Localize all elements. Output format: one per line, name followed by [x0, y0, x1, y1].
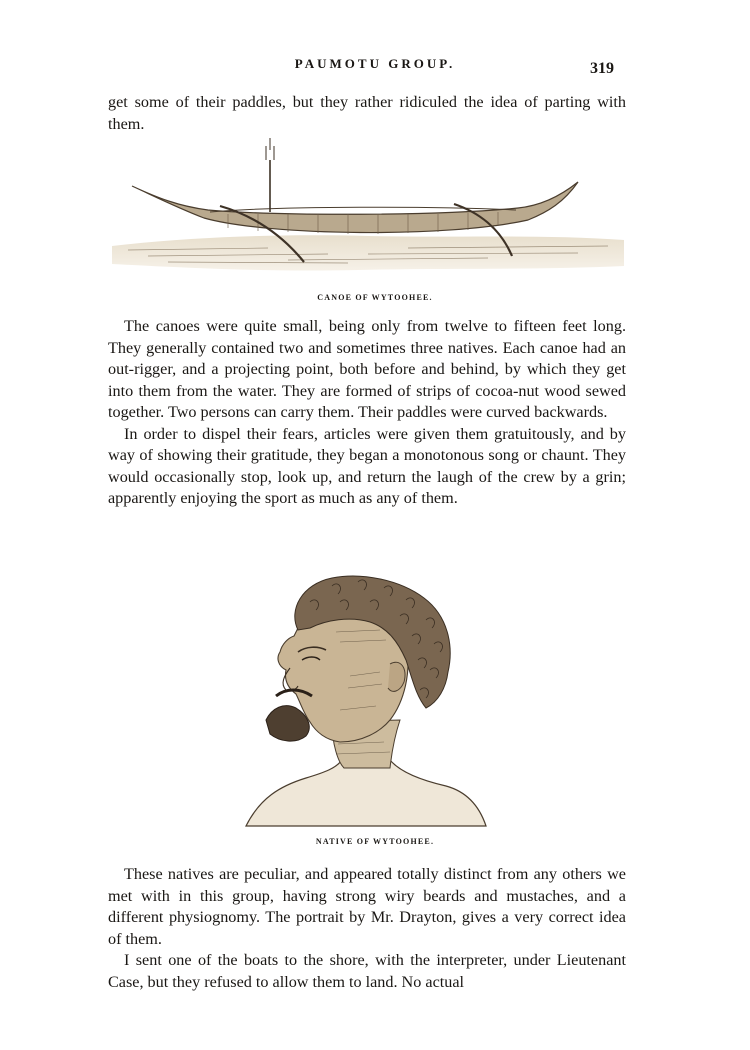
- body-text-2: [108, 864, 626, 993]
- canoe-illustration: [108, 136, 628, 286]
- paragraph-text: get some of their paddles, but they rather ridiculed the idea of parting with them.: [108, 93, 626, 133]
- native-portrait: [240, 572, 490, 830]
- paragraph-text: These natives are peculiar, and appeared totally distinct from any others we met with in this group, having strong wiry beards and mustaches, and a different physiognomy. The portrait by Mr. Drayton, gives a very correct idea of them.: [108, 865, 626, 948]
- page-number: 319: [590, 60, 614, 77]
- paragraph-text: The canoes were quite small, being only from twelve to fifteen feet long. They generally contained two and sometimes three natives. Each canoe had an out-rigger, and a projecting point, both before and behind, by which they get into them from the water. They are formed of strips of cocoa-nut wood sewed together. Two persons can carry them. Their paddles were curved backwards.: [108, 317, 626, 421]
- body-text-1: [108, 316, 626, 510]
- running-title: PAUMOTU GROUP.: [294, 56, 456, 71]
- mast-fork: [266, 138, 274, 160]
- canoe-caption: CANOE OF WYTOOHEE.: [317, 293, 433, 302]
- paragraph-text: I sent one of the boats to the shore, with the interpreter, under Lieutenant Case, but they refused to allow them to land. No actual: [108, 951, 626, 991]
- native-caption: NATIVE OF WYTOOHEE.: [315, 837, 435, 846]
- beard: [266, 706, 309, 741]
- shoulders: [246, 760, 486, 826]
- paragraph-continued: [108, 92, 626, 135]
- paragraph-text: In order to dispel their fears, articles were given them gratuitously, and by way of showing their gratitude, they began a monotonous song or chaunt. They would occasionally stop, look up, and return the laugh of the crew by a grin; apparently enjoying the sport as much as any of them.: [108, 424, 626, 507]
